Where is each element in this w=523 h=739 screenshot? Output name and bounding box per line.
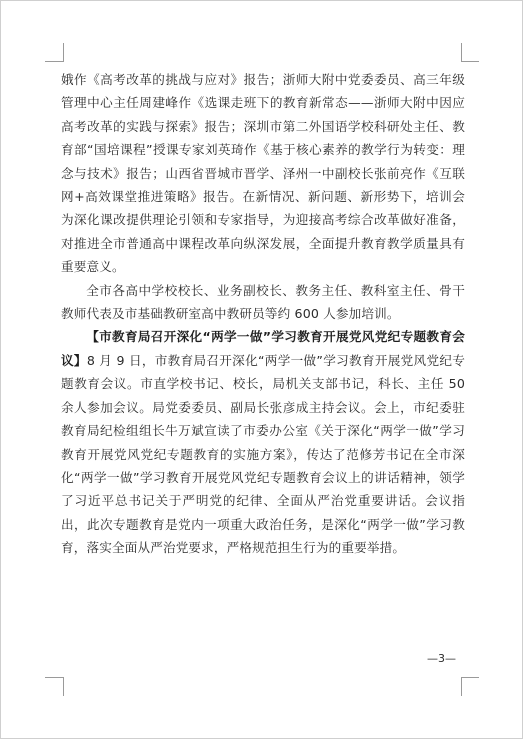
- crop-mark-top-left: [45, 61, 63, 62]
- paragraph-news-item: [61, 325, 465, 559]
- paragraph-text: 娥作《高考改革的挑战与应对》报告；浙师大附中党委委员、高三年级管理中心主任周建峰作《选课走班下的教育新常态——浙师大附中因应高考改革的实践与探索》报告；深圳市第二外国语学校科研处主任、教育部“国培课程”授课专家刘英琦作《基于核心素养的教学行为转变：理念与技术》报告；山西省晋城市晋学、泽州一中副校长张前亮作《互联网+高效课堂推进策略》报告。在新情况、新问题、新形势下，培训会为深化课改提供理论引领和专家指导，为迎接高考综合改革做好准备，对推进全市普通高中课程改革向纵深发展，全面提升教育教学质量具有重要意义。: [61, 72, 465, 275]
- crop-mark-top-left: [63, 43, 64, 62]
- crop-mark-bottom-right: [461, 677, 462, 696]
- paragraph-text: 全市各高中学校校长、业务副校长、教务主任、教科室主任、骨干教师代表及市基础教研室高中教研员等约 600 人参加培训。: [61, 282, 465, 322]
- crop-mark-bottom-right: [461, 677, 479, 678]
- news-heading: 【市教育局召开深化“两学一做”学习教育开展党风党纪专题教育会议】: [61, 329, 465, 368]
- paragraph-text: 8 月 9 日，市教育局召开深化“两学一做”学习教育开展党风党纪专题教育会议。市直学校书记、校长，局机关支部书记，科长、主任 50 余人参加会议。局党委委员、副局长张彦成主持会议。会上，市纪委驻教育局纪检组组长牛万斌宣读了市委办公室《关于深化“两学一做”学习教育开展党风党纪专题教育的实施方案》，传达了范修芳书记在全市深化“两学一做”学习教育开展党风党纪专题教育会议上的讲话精神，领学了习近平总书记关于严明党的纪律、全面从严治党重要讲话。会议指出，此次专题教育是党内一项重大政治任务，是深化“两学一做”学习教育，落实全面从严治党要求，严格规范担生行为的重要举措。: [61, 352, 465, 556]
- paragraph-continued: [61, 68, 465, 279]
- document-body: [61, 68, 465, 560]
- page-number: —3—: [427, 652, 456, 665]
- crop-mark-bottom-left: [45, 677, 63, 678]
- crop-mark-top-right: [461, 43, 462, 62]
- crop-mark-top-right: [461, 61, 479, 62]
- paragraph-attendees: [61, 279, 465, 326]
- crop-mark-bottom-left: [63, 677, 64, 696]
